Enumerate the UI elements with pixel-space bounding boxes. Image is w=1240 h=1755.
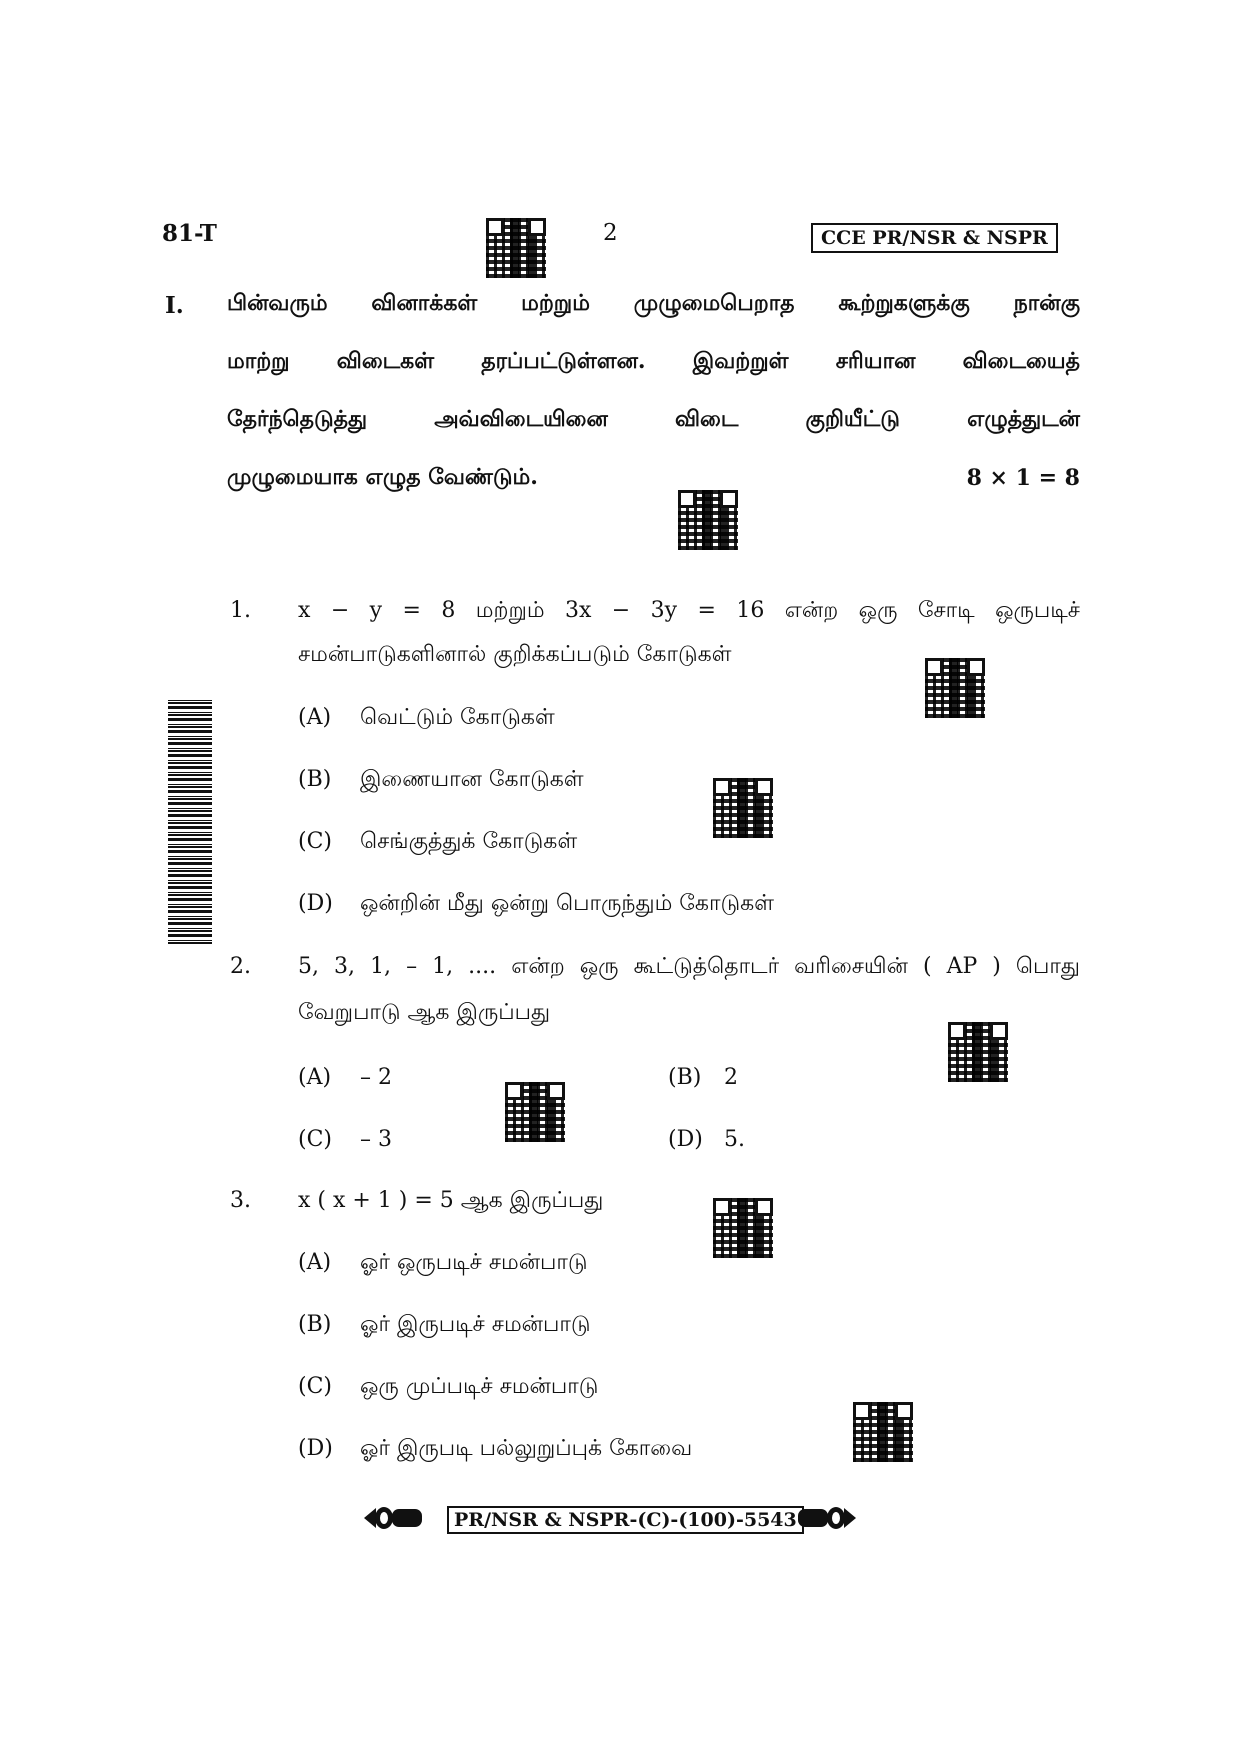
exam-title: CCE PR/NSR & NSPR [811,223,1058,253]
qr-code-icon [925,658,985,718]
option-item [298,705,555,733]
question-text: 5, 3, 1, – 1, .... என்ற ஒரு கூட்டுத்தொடர் வரிசையின் ( AP ) பொது [298,954,1080,979]
option-item [298,1065,392,1090]
option-item [298,767,584,795]
option-text: இணையான கோடுகள் [360,767,584,792]
option-label: (C) [298,1374,332,1399]
option-item [668,1065,738,1090]
option-label: (A) [298,1065,332,1090]
footer-code: PR/NSR & NSPR-(C)-(100)-5543 [447,1506,804,1534]
option-text: ஓர் இருபடிச் சமன்பாடு [360,1312,591,1337]
marks-scheme: 8 × 1 = 8 [966,465,1080,491]
instruction-line: முழுமையாக எழுத வேண்டும். [227,464,538,490]
question-text: வேறுபாடு ஆக இருப்பது [298,1000,551,1025]
qr-code-icon [948,1022,1008,1082]
question-text: x − y = 8 மற்றும் 3x − 3y = 16 என்ற ஒரு சோடி ஒருபடிச் [298,598,1080,623]
option-item [298,1374,598,1402]
option-item [298,1312,591,1340]
option-label: (D) [298,1436,333,1461]
qr-code-icon [713,1198,773,1258]
option-item [298,891,774,919]
option-label: (D) [668,1127,703,1152]
option-text: 5. [724,1127,745,1152]
page-number: 2 [603,220,618,246]
question-text: சமன்பாடுகளினால் குறிக்கப்படும் கோடுகள் [298,642,732,667]
barcode-icon [168,700,212,944]
qr-code-icon [713,778,773,838]
option-text: ஒன்றின் மீது ஒன்று பொருந்தும் கோடுகள் [360,891,775,916]
option-label: (C) [298,1127,332,1152]
option-item [298,829,577,857]
option-item [298,1436,692,1464]
qr-code-icon [505,1082,565,1142]
option-text: வெட்டும் கோடுகள் [360,705,555,730]
option-item [668,1127,745,1152]
instruction-line: தேர்ந்தெடுத்து அவ்விடையினை விடை குறியீட்டு எழுத்துடன் [227,406,1080,432]
option-text: ஓர் இருபடி பல்லுறுப்புக் கோவை [360,1436,693,1461]
question-number: 3. [230,1188,251,1213]
option-label: (B) [668,1065,702,1090]
option-text: – 2 [360,1065,392,1090]
question-number: 1. [230,598,251,623]
option-item [298,1127,392,1152]
instruction-line: மாற்று விடைகள் தரப்பட்டுள்ளன. இவற்றுள் சரியான விடையைத் [227,348,1080,374]
option-text: செங்குத்துக் கோடுகள் [360,829,578,854]
ornament-icon [362,1500,424,1536]
option-item [298,1250,588,1278]
option-label: (A) [298,705,332,730]
option-label: (C) [298,829,332,854]
paper-code: 81-T [162,220,217,247]
option-text: ஓர் ஒருபடிச் சமன்பாடு [360,1250,588,1275]
ornament-icon [796,1500,858,1536]
option-text: – 3 [360,1127,392,1152]
qr-code-icon [486,218,546,278]
qr-code-icon [678,490,738,550]
option-text: ஒரு முப்படிச் சமன்பாடு [360,1374,599,1399]
option-label: (B) [298,767,332,792]
option-label: (B) [298,1312,332,1337]
section-label: I. [165,292,184,319]
option-label: (A) [298,1250,332,1275]
qr-code-icon [853,1402,913,1462]
option-text: 2 [724,1065,738,1090]
instruction-line: பின்வரும் வினாக்கள் மற்றும் முழுமைபெறாத கூற்றுகளுக்கு நான்கு [227,290,1080,316]
question-number: 2. [230,954,251,979]
question-text: x ( x + 1 ) = 5 ஆக இருப்பது [298,1188,604,1213]
option-label: (D) [298,891,333,916]
